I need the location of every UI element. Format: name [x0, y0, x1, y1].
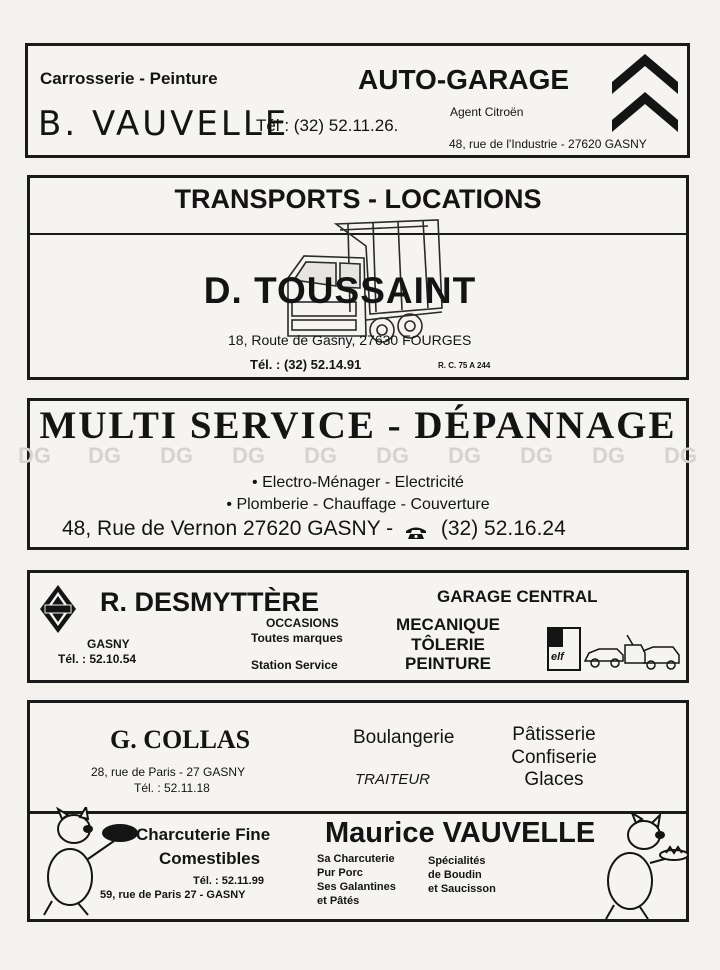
transport-owner-name: D. TOUSSAINT [203, 270, 477, 311]
station-service-label: Station Service [251, 658, 338, 672]
garage-phone: Tél : (32) 52.11.26. [256, 116, 399, 135]
comestibles-title: Comestibles [159, 849, 261, 868]
watermark-text: DG [448, 443, 481, 468]
transports-header: TRANSPORTS - LOCATIONS [174, 184, 542, 214]
watermark-text: DG [160, 443, 193, 468]
patisserie-label: Pâtisserie [512, 724, 596, 745]
transport-phone: Tél. : (32) 52.14.91 [250, 357, 362, 372]
multi-service-address: 48, Rue de Vernon 27620 GASNY - [62, 517, 394, 540]
watermark-text: DG [664, 443, 697, 468]
watermark-text: DG [592, 443, 625, 468]
garage-central-title: GARAGE CENTRAL [437, 587, 598, 606]
glaces-label: Glaces [524, 769, 584, 790]
carrosserie-title: Carrosserie - Peinture [40, 69, 218, 88]
specialty-line: Pur Porc [317, 867, 363, 879]
charcuterie-specialties-col1 [317, 852, 396, 908]
occasions-label: OCCASIONS [266, 616, 339, 630]
collas-phone: Tél. : 52.11.18 [134, 781, 210, 795]
tow-truck-icon [583, 635, 681, 671]
multi-service-contact [62, 517, 566, 541]
charcuterie-fine-title: Charcuterie Fine [136, 825, 271, 844]
garage-address: 48, rue de l'Industrie - 27620 GASNY [449, 137, 647, 151]
specialty-line: Sa Charcuterie [317, 853, 395, 865]
citroen-logo-icon [606, 52, 684, 134]
pig-chef-right-icon [586, 813, 688, 921]
watermark-text: DG [18, 443, 51, 468]
ad-transports [27, 175, 689, 380]
telephone-icon [405, 522, 427, 536]
toutes-marques-label: Toutes marques [251, 631, 343, 645]
service-line-2: • Plomberie - Chauffage - Couverture [226, 496, 490, 513]
boulangerie-label: Boulangerie [353, 727, 455, 748]
specialty-line: Ses Galantines [317, 881, 396, 893]
specialty-line: et Pâtés [317, 895, 360, 907]
renault-logo-icon [39, 584, 77, 634]
specialty-line: de Boudin [428, 869, 482, 881]
agent-citroen: Agent Citroën [450, 105, 524, 119]
transport-address: 18, Route de Gasny, 27630 FOURGES [228, 332, 472, 348]
watermark-text: DG [88, 443, 121, 468]
owner-name: B. VAUVELLE [38, 104, 290, 144]
watermark-text: DG [520, 443, 553, 468]
ad-multi-service [18, 398, 697, 550]
charcuterie-address: 59, rue de Paris 27 - GASNY [100, 889, 246, 901]
collas-address: 28, rue de Paris - 27 GASNY [91, 765, 246, 779]
ad-auto-garage [25, 43, 690, 158]
charcuterie-phone: Tél. : 52.11.99 [193, 875, 264, 887]
ad-collas-charcuterie [27, 700, 689, 922]
service-tolerie: TÔLERIE [411, 635, 485, 654]
service-peinture: PEINTURE [405, 654, 491, 673]
watermark-text: DG [304, 443, 337, 468]
ad-desmyttere [27, 570, 689, 683]
elf-logo-icon [547, 627, 581, 671]
auto-garage-title: AUTO-GARAGE [358, 64, 570, 95]
service-mecanique: MECANIQUE [396, 615, 500, 634]
charcuterie-specialties-col2 [428, 854, 496, 896]
desmyttere-phone: Tél. : 52.10.54 [58, 652, 137, 666]
service-line-1: • Electro-Ménager - Electricité [252, 474, 464, 491]
desmyttere-city: GASNY [87, 637, 130, 651]
multi-service-phone: (32) 52.16.24 [440, 517, 566, 540]
watermark-text: DG [376, 443, 409, 468]
traiteur-label: TRAITEUR [355, 771, 430, 788]
maurice-vauvelle-name: Maurice VAUVELLE [325, 817, 596, 849]
desmyttere-name: R. DESMYTTÈRE [100, 587, 320, 617]
specialty-line: et Saucisson [428, 883, 496, 895]
elf-logo-text: elf [551, 651, 564, 663]
collas-name: G. COLLAS [110, 725, 251, 754]
transport-rc: R. C. 75 A 244 [438, 361, 491, 370]
watermark-text: DG [232, 443, 265, 468]
multi-service-title: MULTI SERVICE - DÉPANNAGE [39, 404, 677, 447]
specialty-line: Spécialités [428, 855, 486, 867]
confiserie-label: Confiserie [511, 747, 597, 768]
